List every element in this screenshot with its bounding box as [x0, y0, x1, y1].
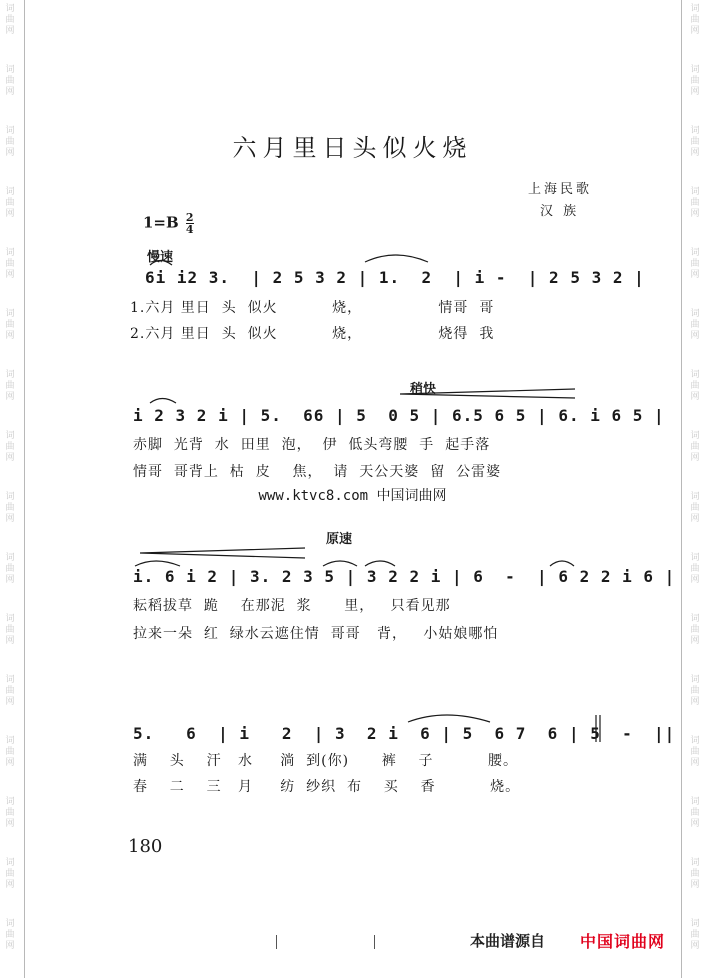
slur-mark	[408, 715, 490, 722]
side-watermark: 词 曲 网	[690, 65, 700, 97]
notation-line-2: i 2 3 2 i | 5. 66 | 5 0 5 | 6.5 6 5 | 6. i 6 5 |	[133, 406, 665, 425]
side-watermark: 词 曲 网	[690, 4, 700, 36]
slur-mark	[150, 399, 176, 404]
side-watermark: 词 曲 网	[5, 4, 15, 36]
slur-mark	[323, 561, 357, 566]
side-watermark: 词 曲 网	[5, 614, 15, 646]
lyric-line-1-verse-1: 1.六月 里日 头 似火 烧， 情哥 哥	[130, 300, 495, 316]
song-origin: 上海民歌	[528, 182, 593, 197]
tempo-marking-3: 原速	[326, 532, 353, 547]
slur-mark	[365, 255, 428, 262]
footer-tick	[374, 935, 375, 949]
slur-mark	[150, 261, 172, 266]
side-watermark: 词 曲 网	[690, 553, 700, 585]
notation-line-3: i. 6 i 2 | 3. 2 3 5 | 3 2 2 i | 6 - | 6 2 2 i 6 |	[133, 567, 676, 586]
side-watermark: 词 曲 网	[5, 187, 15, 219]
side-watermark: 词 曲 网	[5, 248, 15, 280]
side-watermark: 词 曲 网	[5, 858, 15, 890]
crescendo-mark	[400, 389, 575, 398]
footer-tick	[276, 935, 277, 949]
time-top: 2	[185, 211, 194, 224]
side-watermark: 词 曲 网	[690, 126, 700, 158]
page-number: 180	[128, 836, 163, 857]
side-watermark: 词 曲 网	[5, 126, 15, 158]
side-watermark: 词 曲 网	[5, 65, 15, 97]
key-text: 1=B	[143, 213, 179, 232]
side-watermark: 词 曲 网	[5, 492, 15, 524]
lyric-line-3-verse-1: 耘稻拔草 跪 在那泥 浆 里， 只看见那	[133, 598, 451, 614]
slur-mark	[550, 561, 574, 566]
lyric-line-2-verse-1: 赤脚 光背 水 田里 泡， 伊 低头弯腰 手 起手落	[133, 437, 491, 453]
side-watermark: 词 曲 网	[5, 675, 15, 707]
site-url-watermark: www.ktvc8.com 中国词曲网	[258, 488, 447, 504]
time-bottom: 4	[185, 223, 194, 236]
side-watermark: 词 曲 网	[5, 797, 15, 829]
side-watermark: 词 曲 网	[5, 431, 15, 463]
song-ethnicity: 汉 族	[540, 204, 580, 219]
tempo-marking-1: 慢速	[147, 250, 174, 265]
side-watermark: 词 曲 网	[5, 370, 15, 402]
notation-line-4: 5. 6 | i 2 | 3 2 i 6 | 5 6 7 6 | 5 - ||	[133, 724, 676, 743]
lyric-line-4-verse-1: 满 头 汗 水 淌 到(你) 裤 子 腰。	[133, 753, 519, 769]
side-watermark: 词 曲 网	[690, 309, 700, 341]
tempo-marking-2: 稍快	[410, 382, 437, 397]
side-watermark: 词 曲 网	[690, 248, 700, 280]
side-watermark: 词 曲 网	[5, 309, 15, 341]
lyric-line-3-verse-2: 拉来一朵 红 绿水云遮住情 哥哥 背， 小姑娘哪怕	[133, 626, 499, 642]
side-watermark: 词 曲 网	[690, 614, 700, 646]
notation-line-1: 6i i2 3. | 2 5 3 2 | 1. 2 | i - | 2 5 3 2 |	[145, 268, 645, 287]
side-watermark: 词 曲 网	[5, 553, 15, 585]
side-watermark: 词 曲 网	[690, 797, 700, 829]
footer-brand-link[interactable]: 中国词曲网	[580, 932, 666, 951]
side-watermark: 词 曲 网	[690, 919, 700, 951]
lyric-line-4-verse-2: 春 二 三 月 纺 纱织 布 买 香 烧。	[133, 779, 521, 795]
decrescendo-mark	[140, 548, 305, 558]
side-watermark: 词 曲 网	[690, 370, 700, 402]
song-title: 六月里日头似火烧	[232, 134, 473, 162]
side-watermark: 词 曲 网	[690, 187, 700, 219]
footer-source-label: 本曲谱源自	[470, 932, 546, 950]
side-watermark: 词 曲 网	[690, 736, 700, 768]
side-watermark: 词 曲 网	[690, 675, 700, 707]
lyric-line-1-verse-2: 2.六月 里日 头 似火 烧， 烧得 我	[130, 326, 495, 342]
end-barline	[596, 715, 600, 742]
side-watermark: 词 曲 网	[690, 858, 700, 890]
side-watermark: 词 曲 网	[690, 431, 700, 463]
side-watermark: 词 曲 网	[5, 919, 15, 951]
side-watermark: 词 曲 网	[5, 736, 15, 768]
side-watermark: 词 曲 网	[690, 492, 700, 524]
slur-mark	[365, 561, 395, 566]
slur-mark	[135, 561, 180, 566]
lyric-line-2-verse-2: 情哥 哥背上 枯 皮 焦， 请 天公天婆 留 公雷婆	[133, 464, 502, 480]
